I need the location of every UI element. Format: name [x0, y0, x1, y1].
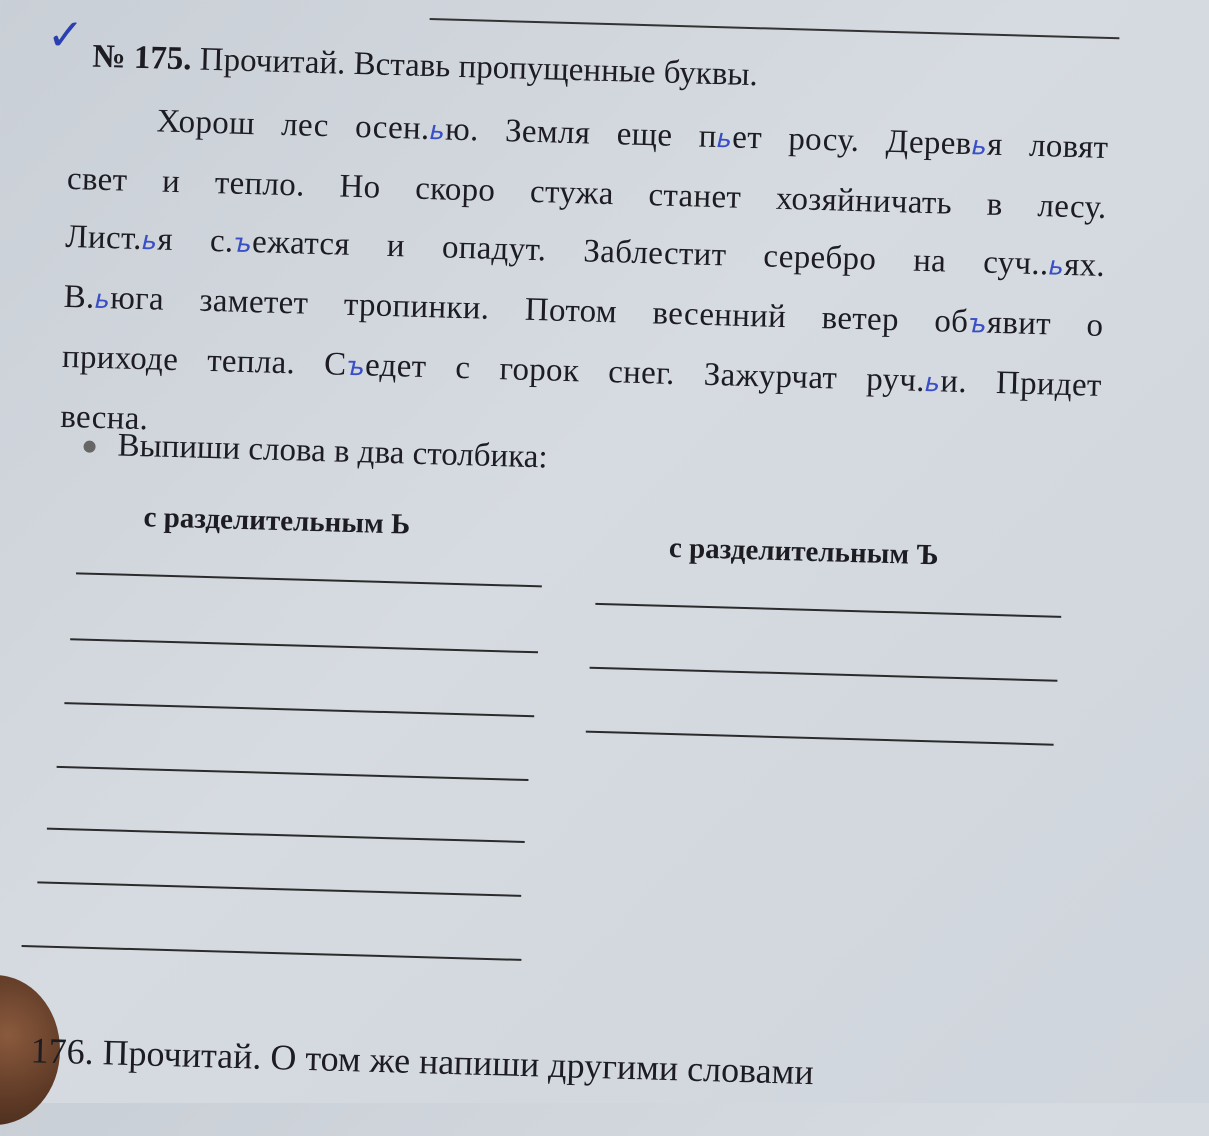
- paragraph-line-1: Хорош лес осен.ью. Земля еще пьет росу. Деревья ловят: [156, 103, 1109, 166]
- task-instruction: Прочитай. Вставь пропущенные буквы.: [199, 41, 759, 94]
- next-task: 176. Прочитай. О том же напиши другими словами: [30, 1030, 815, 1093]
- exercise-paragraph: [60, 90, 1110, 475]
- handwritten-letter: ъ: [967, 309, 988, 340]
- answer-line-left-2[interactable]: [70, 638, 538, 653]
- answer-line-left-1[interactable]: [76, 572, 542, 587]
- task-number: № 175.: [91, 38, 193, 78]
- column-header-soft-sign: с разделительным Ь: [143, 501, 411, 541]
- bullet-text: Выпиши слова в два столбика:: [117, 427, 549, 476]
- answer-line-left-7[interactable]: [22, 945, 522, 961]
- handwritten-letter: ь: [429, 116, 446, 147]
- top-rule: [430, 18, 1120, 39]
- paragraph-line-4: В.ьюга заметет тропинки. Потом весенний ветер объявит о: [63, 278, 1104, 344]
- handwritten-letter: ъ: [233, 228, 253, 260]
- paragraph-line-6: весна.: [59, 398, 149, 438]
- check-mark-icon: ✓: [46, 9, 85, 62]
- handwritten-letter: ь: [1048, 251, 1065, 282]
- answer-line-left-4[interactable]: [57, 766, 529, 781]
- handwritten-letter: ь: [141, 226, 158, 257]
- bullet-icon: [83, 441, 95, 453]
- answer-line-left-6[interactable]: [37, 881, 521, 897]
- handwritten-letter: ь: [924, 367, 941, 399]
- column-header-hard-sign: с разделительным Ъ: [668, 531, 939, 572]
- answer-line-right-2[interactable]: [590, 667, 1058, 682]
- paragraph-line-2: свет и тепло. Но скоро стужа станет хозяйничать в лесу.: [66, 160, 1108, 226]
- paragraph-line-5: приходе тепла. Съедет с горок снег. Зажурчат руч.ьи. Придет: [61, 338, 1103, 404]
- answer-line-right-3[interactable]: [586, 731, 1054, 746]
- paragraph-line-3: Лист.ья с.ъежатся и опадут. Заблестит серебро на суч..ьях.: [64, 218, 1106, 284]
- answer-line-left-5[interactable]: [47, 828, 525, 843]
- handwritten-letter: ъ: [346, 351, 366, 383]
- handwritten-letter: ь: [716, 124, 733, 155]
- task-header: [92, 39, 758, 95]
- handwritten-letter: ь: [94, 284, 111, 316]
- handwritten-letter: ь: [971, 131, 988, 162]
- answer-line-right-1[interactable]: [595, 603, 1061, 618]
- answer-line-left-3[interactable]: [64, 702, 534, 717]
